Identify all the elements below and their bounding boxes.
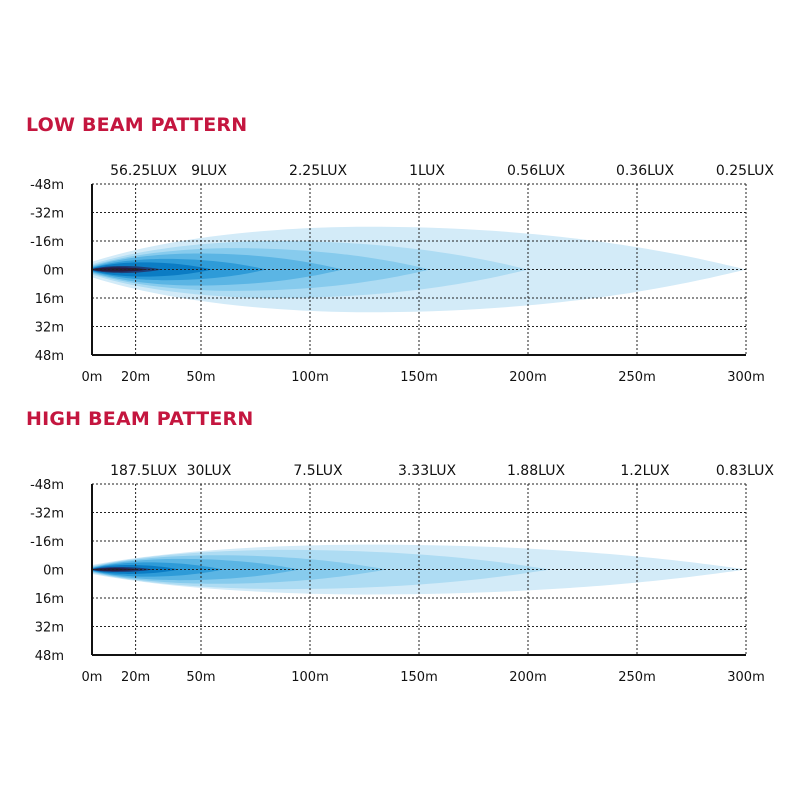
y-tick-label: -16m	[30, 235, 64, 250]
x-tick-label: 300m	[727, 370, 765, 385]
y-tick-label: -32m	[30, 206, 64, 222]
x-tick-label: 200m	[509, 670, 547, 685]
y-tick-label: -48m	[30, 478, 64, 493]
lux-label: 1LUX	[409, 163, 445, 179]
y-tick-label: -48m	[30, 178, 64, 193]
x-tick-label: 300m	[727, 670, 765, 685]
y-tick-label: 16m	[34, 292, 64, 307]
y-tick-label: 48m	[34, 349, 64, 364]
x-tick-label: 20m	[120, 670, 151, 685]
x-tick-label: 20m	[120, 370, 151, 385]
y-tick-label: -16m	[30, 535, 64, 550]
lux-label: 2.25LUX	[288, 163, 348, 179]
high-beam-title: HIGH BEAM PATTERN	[26, 408, 254, 430]
x-tick-label: 150m	[400, 670, 438, 685]
lux-label: 0.56LUX	[506, 163, 566, 179]
x-tick-label: 150m	[400, 370, 438, 385]
lux-label: 7.5LUX	[293, 463, 343, 479]
x-tick-label: 0m	[81, 370, 103, 385]
lux-label: 3.33LUX	[397, 463, 457, 479]
lux-label: 0.25LUX	[715, 163, 774, 179]
y-tick-label: -32m	[30, 506, 64, 522]
x-tick-label: 50m	[186, 370, 216, 385]
low-beam-chart	[0, 155, 800, 415]
lux-label: 0.36LUX	[615, 163, 675, 179]
lux-label: 30LUX	[186, 463, 232, 479]
x-tick-label: 200m	[509, 370, 547, 385]
x-tick-label: 100m	[291, 370, 329, 385]
lux-label: 9LUX	[191, 163, 227, 179]
x-tick-label: 50m	[186, 670, 216, 685]
y-tick-label: 48m	[34, 649, 64, 664]
y-tick-label: 0m	[43, 563, 64, 579]
y-tick-label: 32m	[34, 320, 64, 336]
lux-label: 0.83LUX	[715, 463, 774, 479]
lux-label: 56.25LUX	[110, 163, 178, 179]
y-tick-label: 16m	[34, 592, 64, 607]
x-tick-label: 100m	[291, 670, 329, 685]
high-beam-chart	[0, 455, 800, 715]
x-tick-label: 0m	[81, 670, 103, 685]
y-tick-label: 32m	[34, 620, 64, 636]
x-tick-label: 250m	[618, 370, 656, 385]
x-tick-label: 250m	[618, 670, 656, 685]
lux-label: 1.88LUX	[506, 463, 566, 479]
y-tick-label: 0m	[43, 263, 64, 279]
lux-label: 1.2LUX	[620, 463, 670, 479]
lux-label: 187.5LUX	[110, 463, 178, 479]
low-beam-title: LOW BEAM PATTERN	[26, 114, 248, 136]
